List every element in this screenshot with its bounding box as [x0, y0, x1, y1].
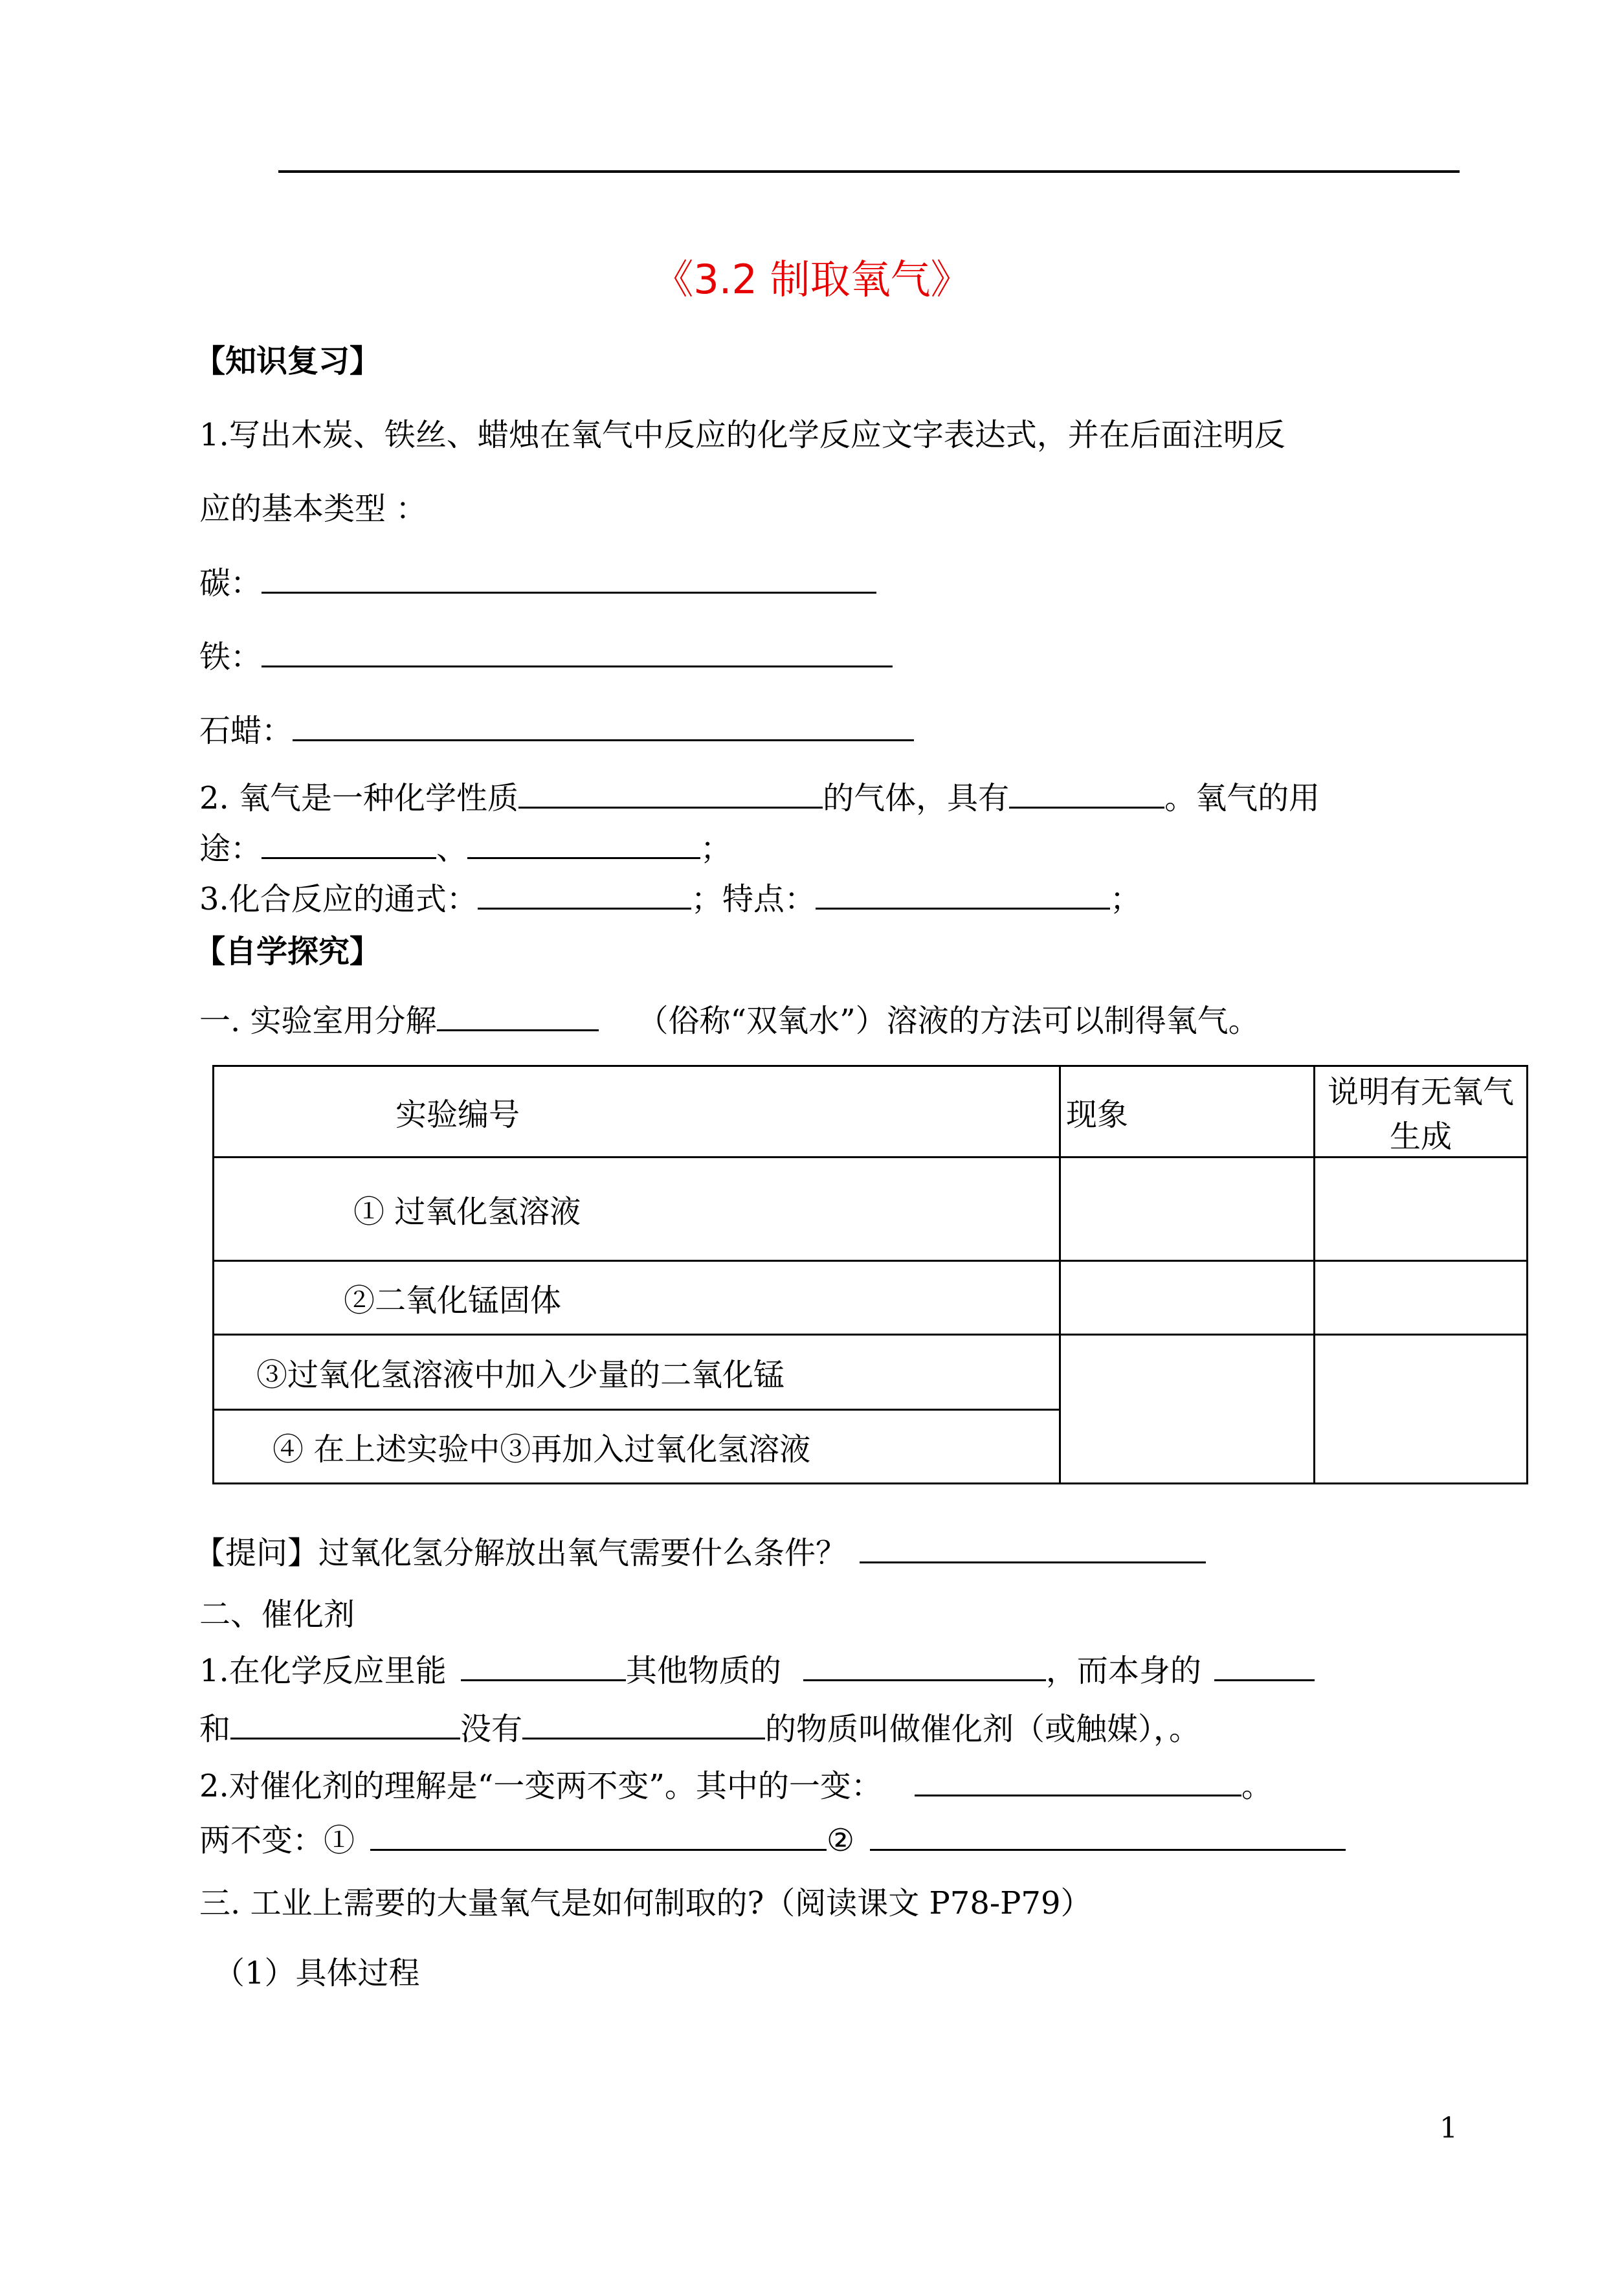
table-row [214, 1261, 1528, 1335]
table-row [214, 1335, 1528, 1410]
row2-label: ②二氧化锰固体 [214, 1261, 1060, 1335]
s1-line [199, 1001, 1260, 1040]
q2-b: 的气体，具有 [823, 780, 1010, 816]
q2-line2 [199, 829, 731, 868]
row34-oxygen-cell[interactable] [1315, 1335, 1528, 1484]
s2-heading: 二、催化剂 [199, 1596, 355, 1633]
header-phenomenon: 现象 [1060, 1066, 1315, 1158]
row1-label: ① 过氧化氢溶液 [214, 1158, 1060, 1261]
c2-blank-unchanged1[interactable] [370, 1820, 827, 1851]
iron-label: 铁： [199, 639, 262, 675]
c2-line1 [199, 1766, 1273, 1806]
q2-line1 [199, 778, 1320, 818]
q3-c: ； [1109, 881, 1141, 917]
experiment-table [212, 1065, 1528, 1484]
question-text: 【提问】过氧化氢分解放出氧气需要什么条件？ [194, 1535, 847, 1571]
c2-blank-change[interactable] [915, 1766, 1241, 1796]
c2-c: 两不变：① [199, 1822, 355, 1859]
wax-line [199, 711, 914, 750]
c1-blank4[interactable] [230, 1709, 460, 1739]
header-oxygen: 说明有无氧气生成 [1315, 1066, 1528, 1158]
s3-sub1: （1）具体过程 [214, 1955, 420, 1991]
s1-b: （俗称“双氧水”）溶液的方法可以制得氧气。 [637, 1003, 1260, 1039]
q2-c: 。氧气的用 [1164, 780, 1320, 816]
q2-blank-feature[interactable] [1009, 778, 1164, 809]
wax-blank[interactable] [293, 711, 914, 741]
question-blank[interactable] [860, 1533, 1206, 1563]
c1-e: 没有 [460, 1711, 523, 1747]
q3-a: 3.化合反应的通式： [199, 881, 478, 917]
q3-blank-formula[interactable] [478, 879, 691, 910]
s1-blank[interactable] [437, 1001, 599, 1031]
c1-line2 [199, 1709, 1200, 1749]
c2-blank-unchanged2[interactable] [870, 1820, 1346, 1851]
row1-phenomenon-cell[interactable] [1060, 1158, 1315, 1261]
row1-oxygen-cell[interactable] [1315, 1158, 1528, 1261]
carbon-blank[interactable] [261, 563, 876, 594]
c1-c: ，而本身的 [1045, 1653, 1201, 1689]
c2-b: 。 [1241, 1768, 1273, 1804]
explore-heading: 【自学探究】 [194, 934, 381, 970]
c2-line2 [199, 1820, 1346, 1860]
header-experiment-no: 实验编号 [214, 1066, 1060, 1158]
question-line [194, 1533, 1206, 1572]
carbon-label: 碳： [199, 565, 262, 601]
row34-phenomenon-cell[interactable] [1060, 1335, 1315, 1484]
page-title: 《3.2 制取氧气》 [653, 256, 971, 303]
q3-blank-feature[interactable] [816, 879, 1110, 910]
s3-heading: 三. 工业上需要的大量氧气是如何制取的?（阅读课文 P78-P79） [199, 1885, 1092, 1921]
c1-b: 其他物质的 [625, 1653, 781, 1689]
q2-e: 、 [436, 831, 468, 867]
review-heading: 【知识复习】 [194, 343, 381, 379]
row4-label: ④ 在上述实验中③再加入过氧化氢溶液 [214, 1410, 1060, 1484]
iron-blank[interactable] [261, 637, 893, 667]
c2-d: ② [827, 1822, 855, 1859]
iron-line [199, 637, 893, 677]
c1-a: 1.在化学反应里能 [199, 1653, 447, 1689]
s1-a: 一. 实验室用分解 [199, 1003, 437, 1039]
q3-b: ；特点： [691, 881, 816, 917]
c1-g: 。 [1169, 1711, 1201, 1747]
q2-blank-property[interactable] [518, 778, 823, 809]
c1-blank2[interactable] [803, 1651, 1046, 1681]
q2-d: 途： [199, 831, 262, 867]
table-header-row [214, 1066, 1528, 1158]
c1-d: 和 [199, 1711, 231, 1747]
table-row [214, 1158, 1528, 1261]
c1-blank5[interactable] [522, 1709, 765, 1739]
row2-phenomenon-cell[interactable] [1060, 1261, 1315, 1335]
header-rule [278, 170, 1460, 173]
row3-label: ③过氧化氢溶液中加入少量的二氧化锰 [214, 1335, 1060, 1410]
q1-line2: 应的基本类型 ： [199, 491, 427, 527]
row2-oxygen-cell[interactable] [1315, 1261, 1528, 1335]
q3-line [199, 879, 1141, 919]
c1-blank3[interactable] [1214, 1651, 1315, 1681]
q1-line1: 1.写出木炭、铁丝、蜡烛在氧气中反应的化学反应文字表达式，并在后面注明反 [199, 417, 1285, 453]
c1-line1 [199, 1651, 1315, 1690]
q2-blank-use2[interactable] [467, 829, 700, 859]
wax-label: 石蜡： [199, 713, 293, 749]
c2-a: 2.对催化剂的理解是“一变两不变”。其中的一变： [199, 1768, 882, 1804]
page-number: 1 [1440, 2112, 1458, 2145]
q2-blank-use1[interactable] [261, 829, 436, 859]
carbon-line [199, 563, 876, 603]
q2-a: 2. 氧气是一种化学性质 [199, 780, 519, 816]
c1-f: 的物质叫做催化剂（或触媒）， [765, 1711, 1170, 1747]
q2-f: ； [700, 831, 732, 867]
c1-blank1[interactable] [461, 1651, 626, 1681]
